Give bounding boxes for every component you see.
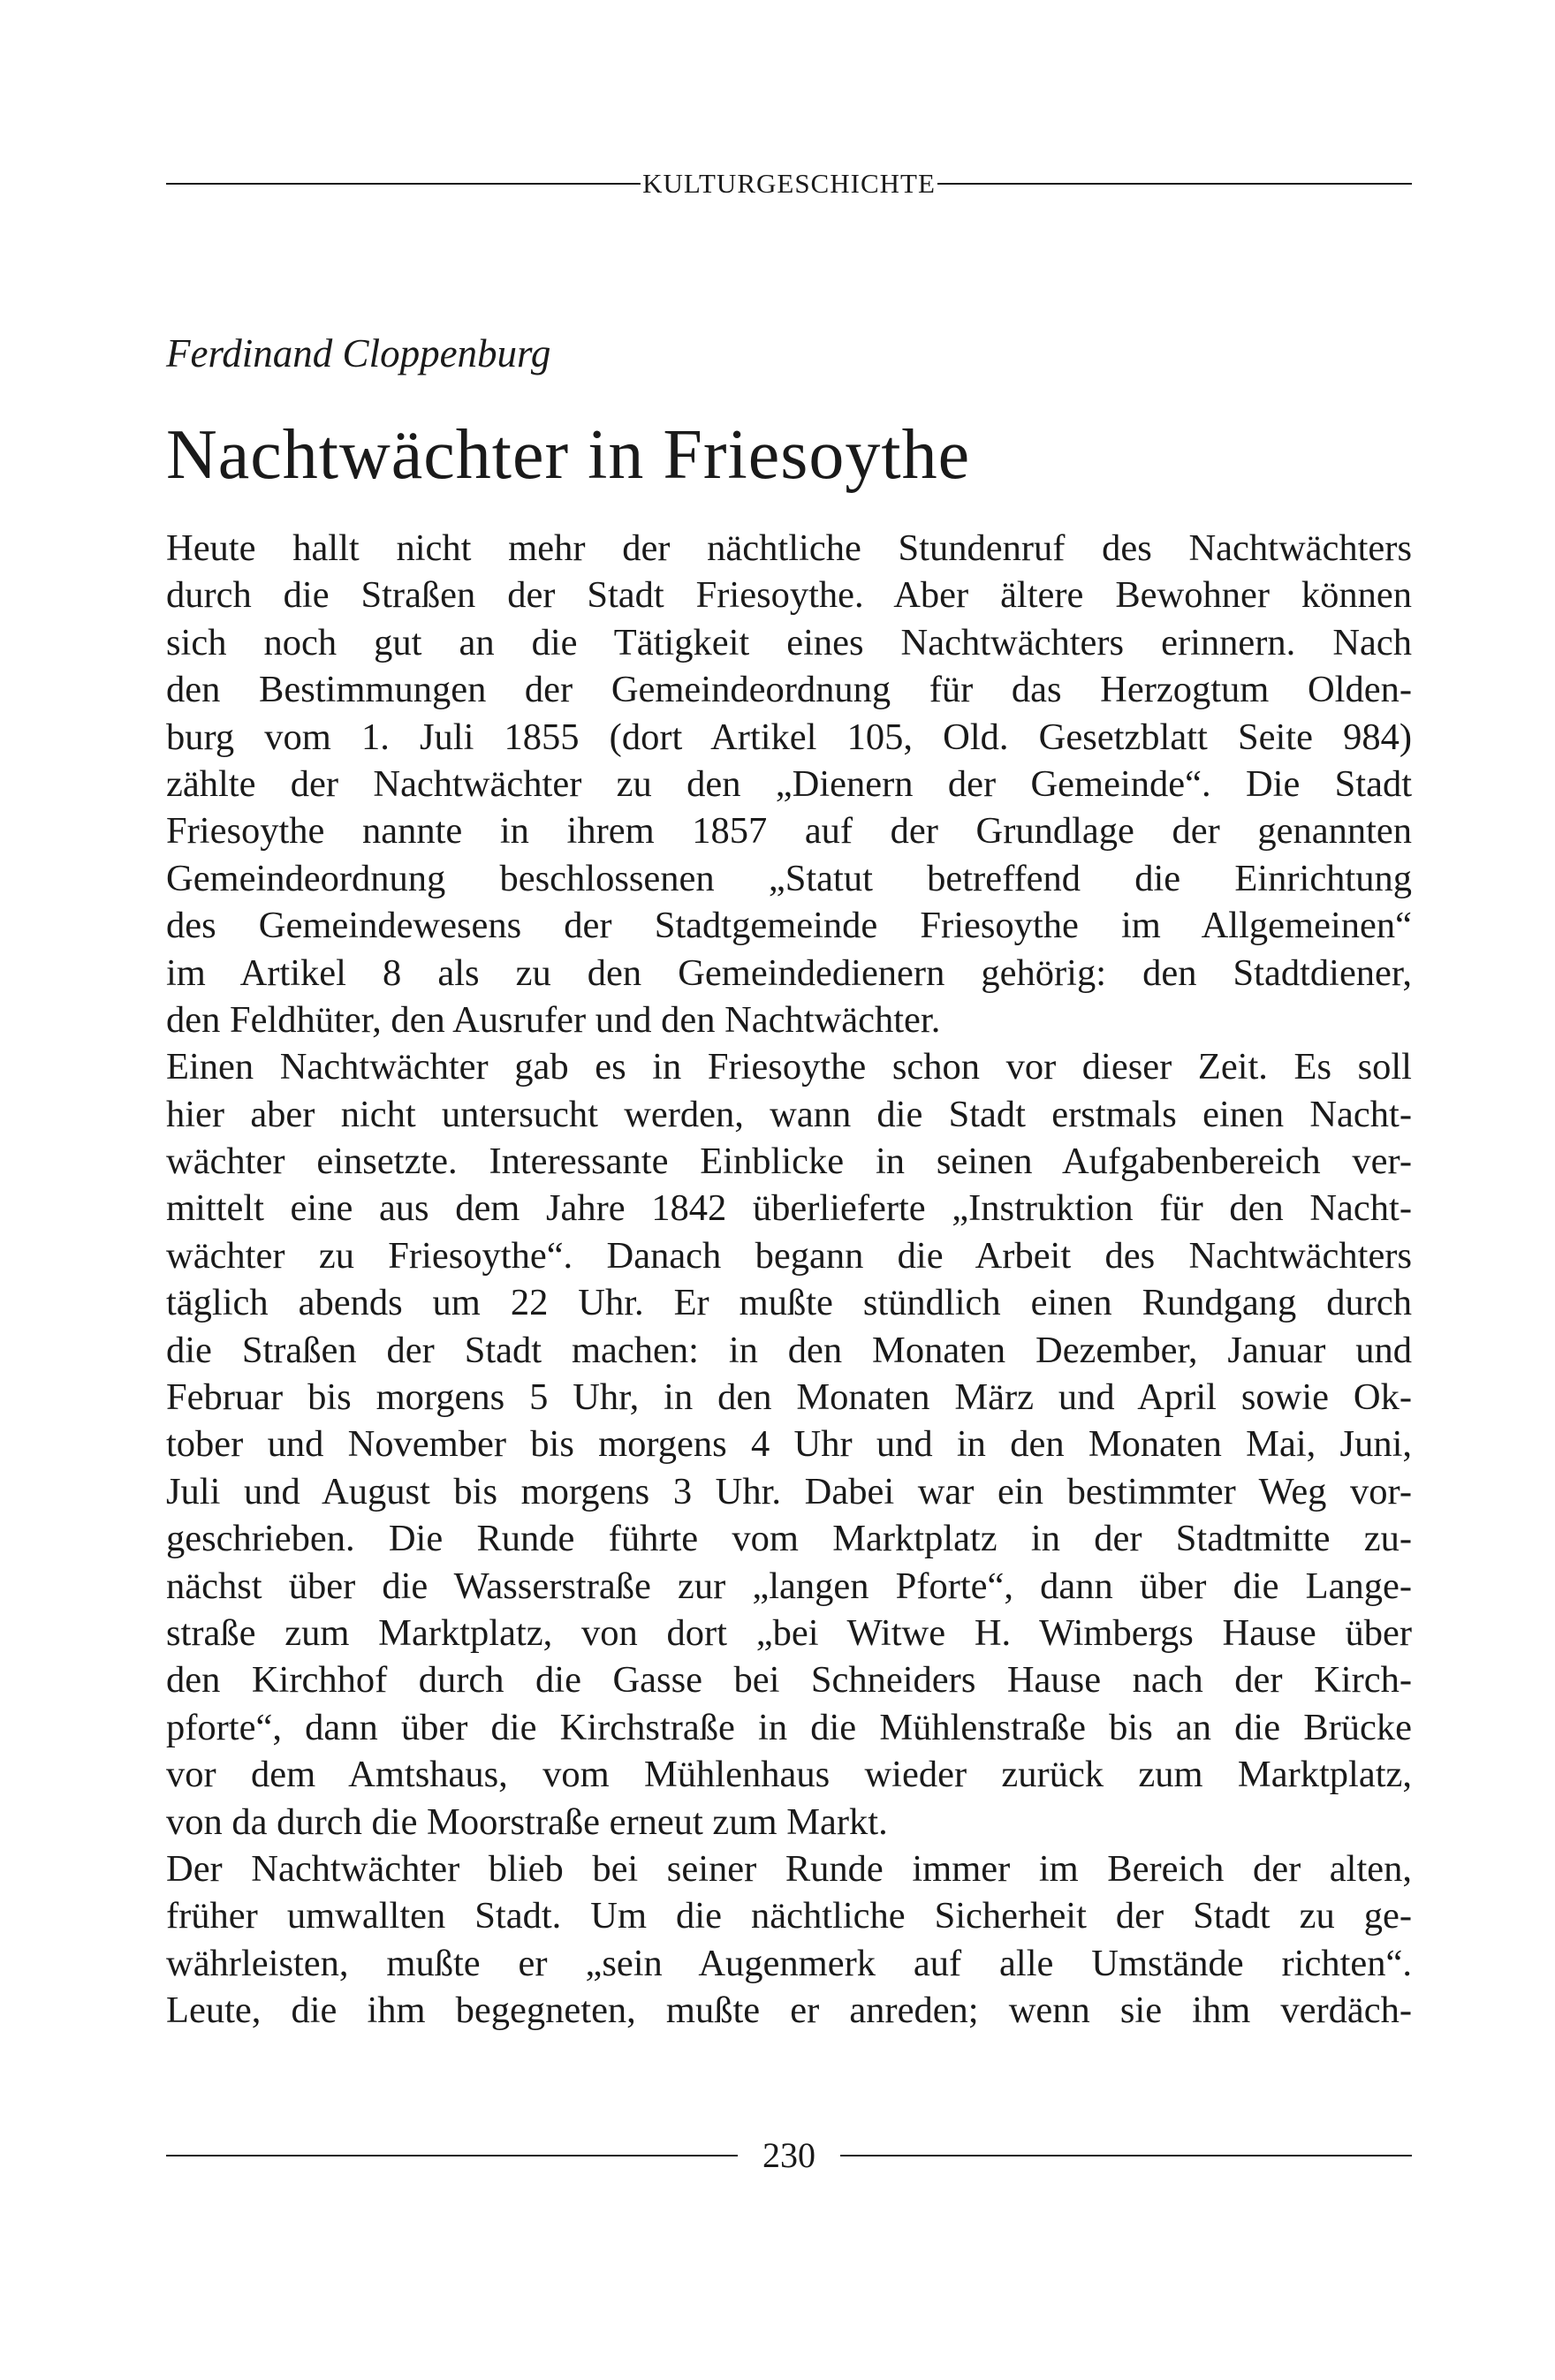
text-line: täglich abends um 22 Uhr. Er mußte stündlich einen Rundgang durch (166, 1282, 1412, 1324)
footer-rule-left (166, 2155, 738, 2156)
footer-rule-right (840, 2155, 1412, 2156)
text-line: Heute hallt nicht mehr der nächtliche Stundenruf des Nachtwächters (166, 527, 1412, 569)
text-line: früher umwallten Stadt. Um die nächtliche Sicherheit der Stadt zu ge- (166, 1895, 1412, 1937)
text-line: den Bestimmungen der Gemeindeordnung für das Herzogtum Olden- (166, 669, 1412, 711)
text-line: die Straßen der Stadt machen: in den Monaten Dezember, Januar und (166, 1329, 1412, 1371)
running-header (166, 166, 1412, 201)
text-line: währleisten, mußte er „sein Augenmerk auf alle Umstände richten“. (166, 1942, 1412, 1984)
article-author: Ferdinand Cloppenburg (166, 331, 551, 375)
text-line: nächst über die Wasserstraße zur „langen Pforte“, dann über die Lange- (166, 1565, 1412, 1607)
article-title: Nachtwächter in Friesoythe (166, 416, 971, 494)
text-line: hier aber nicht untersucht werden, wann die Stadt erstmals einen Nacht- (166, 1093, 1412, 1135)
header-rule-left (166, 183, 641, 185)
text-line: Einen Nachtwächter gab es in Friesoythe schon vor dieser Zeit. Es soll (166, 1046, 1412, 1088)
text-line: zählte der Nachtwächter zu den „Dienern der Gemeinde“. Die Stadt (166, 762, 1412, 805)
text-line: Februar bis morgens 5 Uhr, in den Monaten März und April sowie Ok- (166, 1376, 1412, 1419)
text-line: durch die Straßen der Stadt Friesoythe. Aber ältere Bewohner können (166, 574, 1412, 617)
text-line: sich noch gut an die Tätigkeit eines Nachtwächters erinnern. Nach (166, 621, 1412, 663)
section-label: KULTURGESCHICHTE (642, 168, 936, 199)
text-line: geschrieben. Die Runde führte vom Marktplatz in der Stadtmitte zu- (166, 1518, 1412, 1560)
text-line: straße zum Marktplatz, von dort „bei Witwe H. Wimbergs Hause über (166, 1611, 1412, 1654)
text-line: Leute, die ihm begegneten, mußte er anreden; wenn sie ihm verdäch- (166, 1990, 1412, 2032)
text-line: Gemeindeordnung beschlossenen „Statut betreffend die Einrichtung (166, 857, 1412, 899)
text-line: im Artikel 8 als zu den Gemeindedienern gehörig: den Stadtdiener, (166, 951, 1412, 994)
text-line: tober und November bis morgens 4 Uhr und in den Monaten Mai, Juni, (166, 1423, 1412, 1466)
page-number: 230 (762, 2135, 815, 2175)
article-body (166, 525, 1412, 2035)
text-line: Der Nachtwächter blieb bei seiner Runde immer im Bereich der alten, (166, 1847, 1412, 1890)
text-line: burg vom 1. Juli 1855 (dort Artikel 105, Old. Gesetzblatt Seite 984) (166, 716, 1412, 758)
text-line: des Gemeindewesens der Stadtgemeinde Friesoythe im Allgemeinen“ (166, 905, 1412, 947)
text-line: Juli und August bis morgens 3 Uhr. Dabei war ein bestimmter Weg vor- (166, 1470, 1412, 1512)
text-line: den Feldhüter, den Ausrufer und den Nachtwächter. (166, 998, 941, 1041)
page-footer (166, 2129, 1412, 2182)
text-line: wächter einsetzte. Interessante Einblicke in seinen Aufgabenbereich ver- (166, 1141, 1412, 1183)
text-line: vor dem Amtshaus, vom Mühlenhaus wieder zurück zum Marktplatz, (166, 1754, 1412, 1796)
text-line: den Kirchhof durch die Gasse bei Schneiders Hause nach der Kirch- (166, 1659, 1412, 1702)
header-rule-right (937, 183, 1412, 185)
text-line: wächter zu Friesoythe“. Danach begann die Arbeit des Nachtwächters (166, 1234, 1412, 1277)
text-line: mittelt eine aus dem Jahre 1842 überlieferte „Instruktion für den Nacht- (166, 1187, 1412, 1230)
text-line: pforte“, dann über die Kirchstraße in die Mühlenstraße bis an die Brücke (166, 1706, 1412, 1748)
text-line: Friesoythe nannte in ihrem 1857 auf der Grundlage der genannten (166, 810, 1412, 853)
text-line: von da durch die Moorstraße erneut zum Markt. (166, 1800, 888, 1843)
